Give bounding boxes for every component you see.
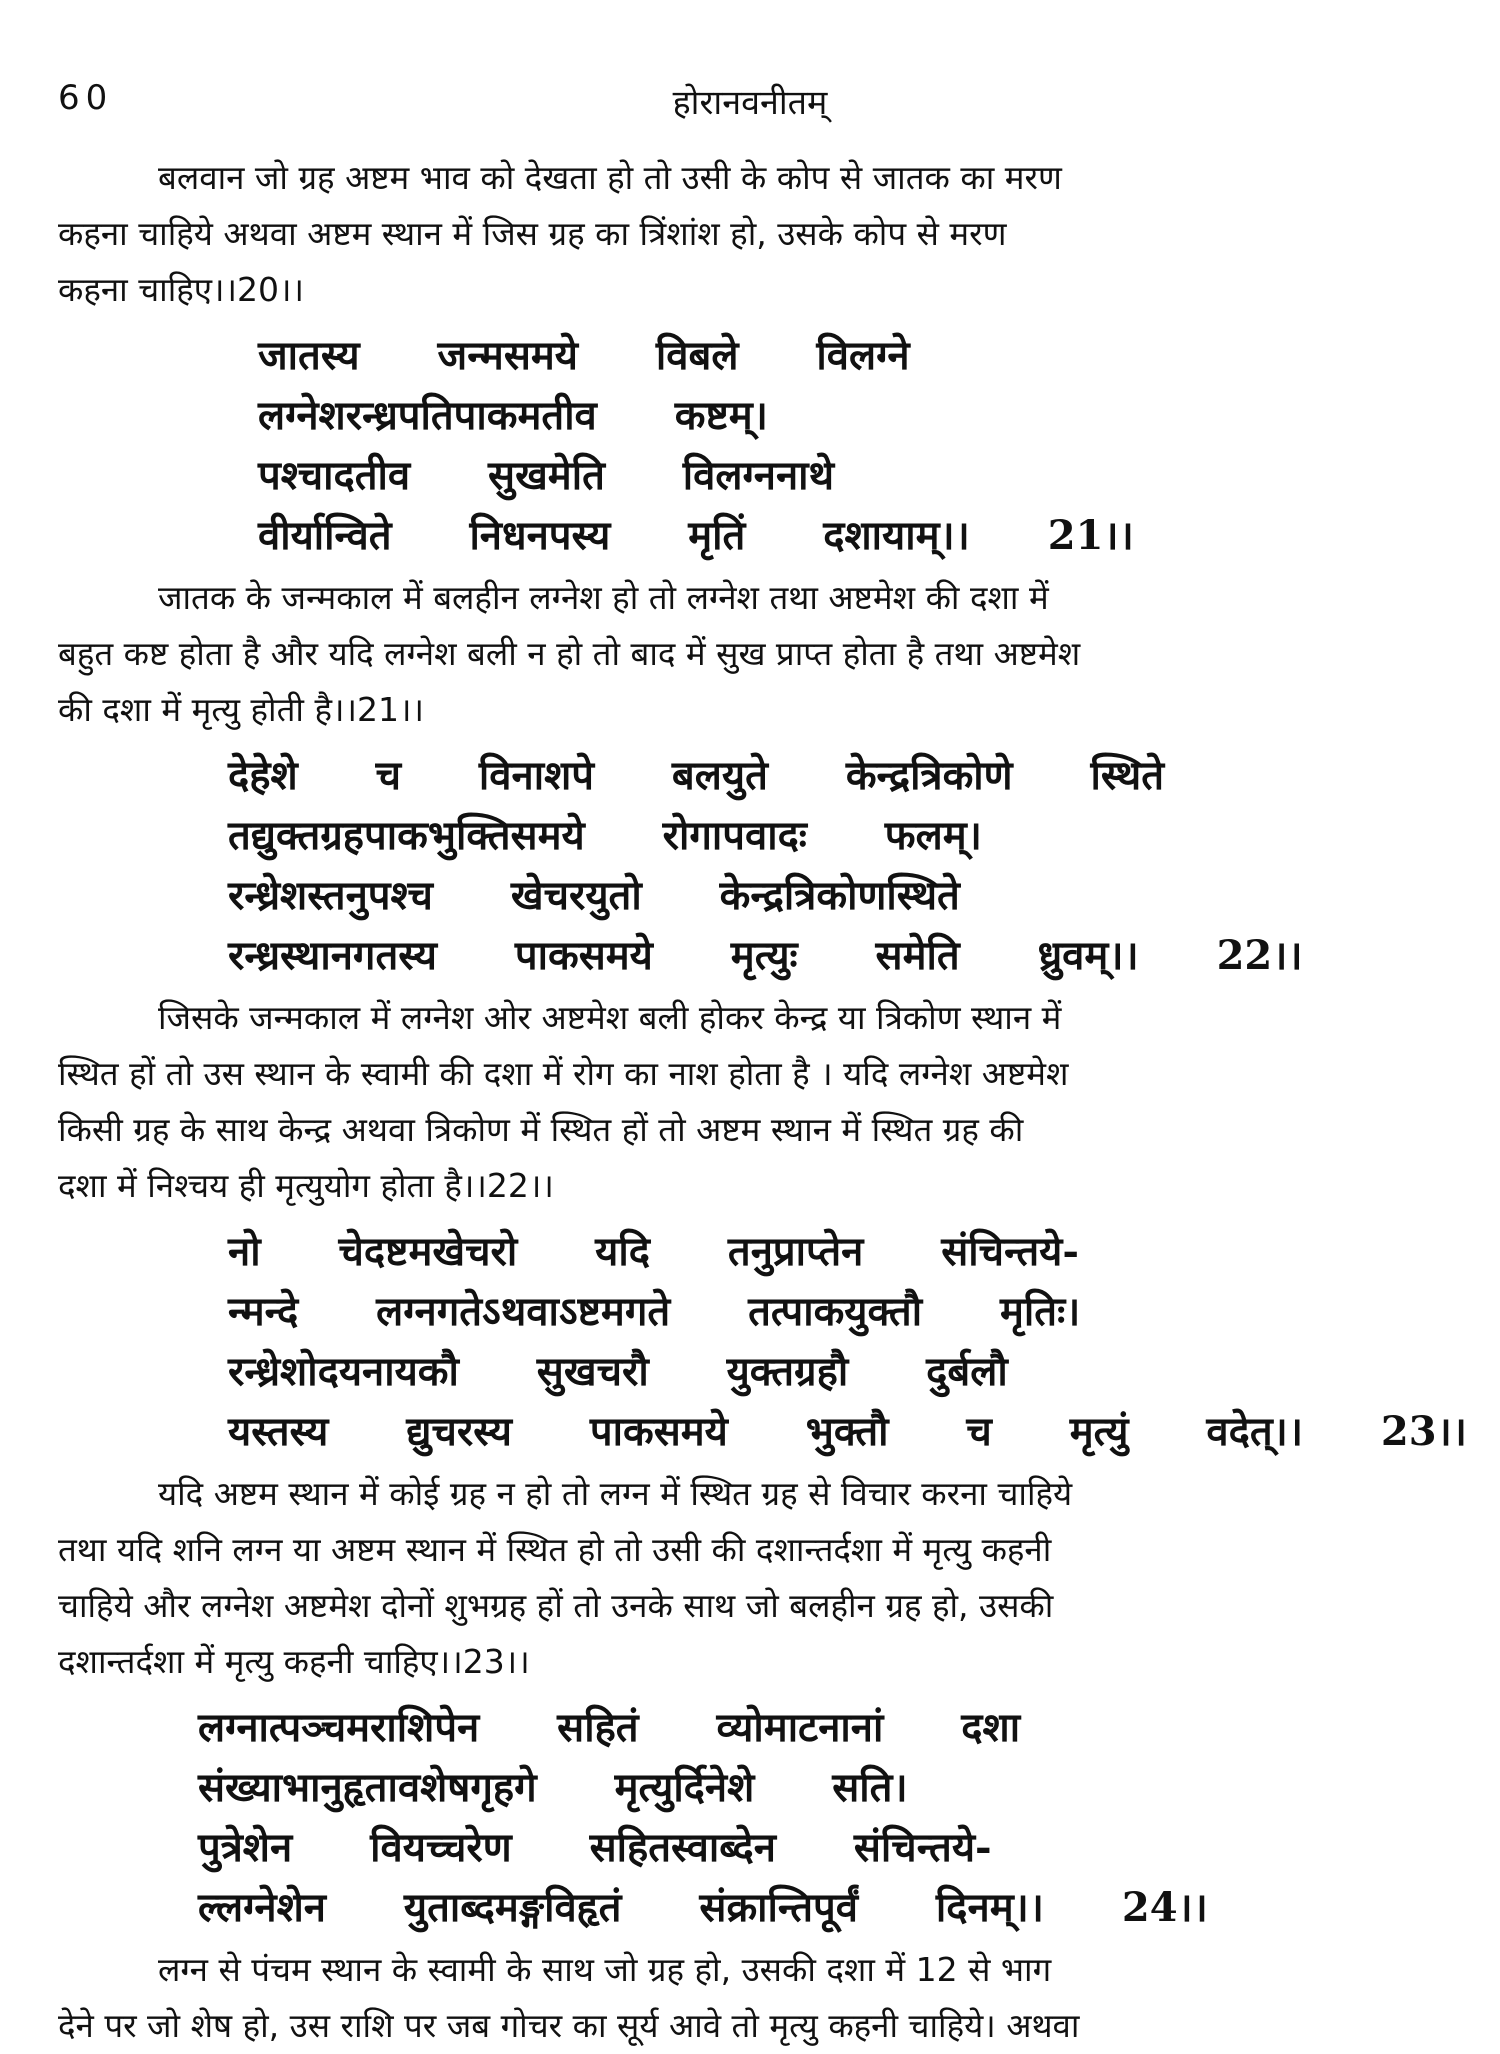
page-body [58, 150, 1467, 2054]
verse-line: यस्तस्य द्युचरस्य पाकसमये भुक्तौ च मृत्युं वदेत्।। 23।। [228, 1408, 1467, 1455]
commentary-paragraph [58, 570, 1458, 738]
verse-line: पुत्रेशेन वियच्चरेण सहितस्वाब्देन संचिन्तये- [198, 1824, 992, 1871]
text-line: चाहिये और लग्नेश अष्टमेश दोनों शुभग्रह हों तो उनके साथ जो बलहीन ग्रह हो, उसकी [58, 1586, 1054, 1625]
commentary-paragraph [58, 1466, 1458, 1690]
verse-line: लग्नेशरन्ध्रपतिपाकमतीव कष्टम्। [258, 392, 768, 439]
page-number: 60 [58, 78, 114, 118]
commentary-paragraph [58, 150, 1458, 318]
commentary-paragraph [58, 990, 1458, 1214]
text-line: तथा यदि शनि लग्न या अष्टम स्थान में स्थित हो तो उसी की दशान्तर्दशा में मृत्यु कहनी [58, 1530, 1052, 1569]
text-line: लग्न से पंचम स्थान के स्वामी के साथ जो ग्रह हो, उसकी दशा में 12 से भाग [158, 1950, 1052, 1989]
verse-line: न्मन्दे लग्नगतेऽथवाऽष्टमगते तत्पाकयुक्तौ मृतिः। [228, 1288, 1081, 1335]
running-title: होरानवनीतम् [672, 83, 828, 123]
sanskrit-verse [58, 1698, 1458, 1938]
text-line: कहना चाहिये अथवा अष्टम स्थान में जिस ग्रह का त्रिंशांश हो, उसके कोप से मरण [58, 214, 1007, 253]
sanskrit-verse [58, 1222, 1467, 1462]
text-line: किसी ग्रह के साथ केन्द्र अथवा त्रिकोण में स्थित हों तो अष्टम स्थान में स्थित ग्रह की [58, 1110, 1024, 1149]
verse-line: जातस्य जन्मसमये विबले विलग्ने [258, 332, 910, 379]
text-line: जातक के जन्मकाल में बलहीन लग्नेश हो तो लग्नेश तथा अष्टमेश की दशा में [158, 578, 1049, 617]
verse-line: नो चेदष्टमखेचरो यदि तनुप्राप्तेन संचिन्तये- [228, 1228, 1079, 1275]
text-line: दशान्तर्दशा में मृत्यु कहनी चाहिए।।23।। [58, 1642, 530, 1681]
verse-line: पश्चादतीव सुखमेति विलग्ननाथे [258, 452, 835, 499]
text-line: बहुत कष्ट होता है और यदि लग्नेश बली न हो तो बाद में सुख प्राप्त होता है तथा अष्टमेश [58, 634, 1081, 673]
sanskrit-verse [58, 326, 1458, 566]
sanskrit-verse [58, 746, 1458, 986]
text-line: जिसके जन्मकाल में लग्नेश ओर अष्टमेश बली होकर केन्द्र या त्रिकोण स्थान में [158, 998, 1062, 1037]
text-line: देने पर जो शेष हो, उस राशि पर जब गोचर का सूर्य आवे तो मृत्यु कहनी चाहिये। अथवा [58, 2006, 1080, 2045]
verse-line: लग्नात्पञ्चमराशिपेन सहितं व्योमाटनानां दशा [198, 1704, 1021, 1751]
commentary-paragraph [58, 1942, 1458, 2054]
text-line: स्थित हों तो उस स्थान के स्वामी की दशा में रोग का नाश होता है । यदि लग्नेश अष्टमेश [58, 1054, 1069, 1093]
text-line: बलवान जो ग्रह अष्टम भाव को देखता हो तो उसी के कोप से जातक का मरण [158, 158, 1062, 197]
verse-line: देहेशे च विनाशपे बलयुते केन्द्रत्रिकोणे स्थिते [228, 752, 1164, 799]
text-line: दशा में निश्चय ही मृत्युयोग होता है।।22।। [58, 1166, 554, 1205]
verse-line: तद्युक्तग्रहपाकभुक्तिसमये रोगापवादः फलम्। [228, 812, 982, 859]
page-header [0, 78, 1500, 128]
verse-line: वीर्यान्विते निधनपस्य मृतिं दशायाम्।। 21।। [258, 512, 1134, 559]
text-line: की दशा में मृत्यु होती है।।21।। [58, 690, 424, 729]
verse-line: रन्ध्रेशोदयनायकौ सुखचरौ युक्तग्रहौ दुर्बलौ [228, 1348, 1008, 1395]
text-line: यदि अष्टम स्थान में कोई ग्रह न हो तो लग्न में स्थित ग्रह से विचार करना चाहिये [158, 1474, 1073, 1513]
verse-line: संख्याभानुहृतावशेषगृहगे मृत्युर्दिनेशे सति। [198, 1764, 908, 1811]
verse-line: रन्ध्रस्थानगतस्य पाकसमये मृत्युः समेति ध्रुवम्।। 22।। [228, 932, 1303, 979]
verse-line: रन्ध्रेशस्तनुपश्च खेचरयुतो केन्द्रत्रिकोणस्थिते [228, 872, 960, 919]
text-line: कहना चाहिए।।20।। [58, 270, 305, 309]
verse-line: ल्लग्नेशेन युताब्दमङ्गविहृतं संक्रान्तिपूर्वं दिनम्।। 24।। [198, 1884, 1208, 1931]
